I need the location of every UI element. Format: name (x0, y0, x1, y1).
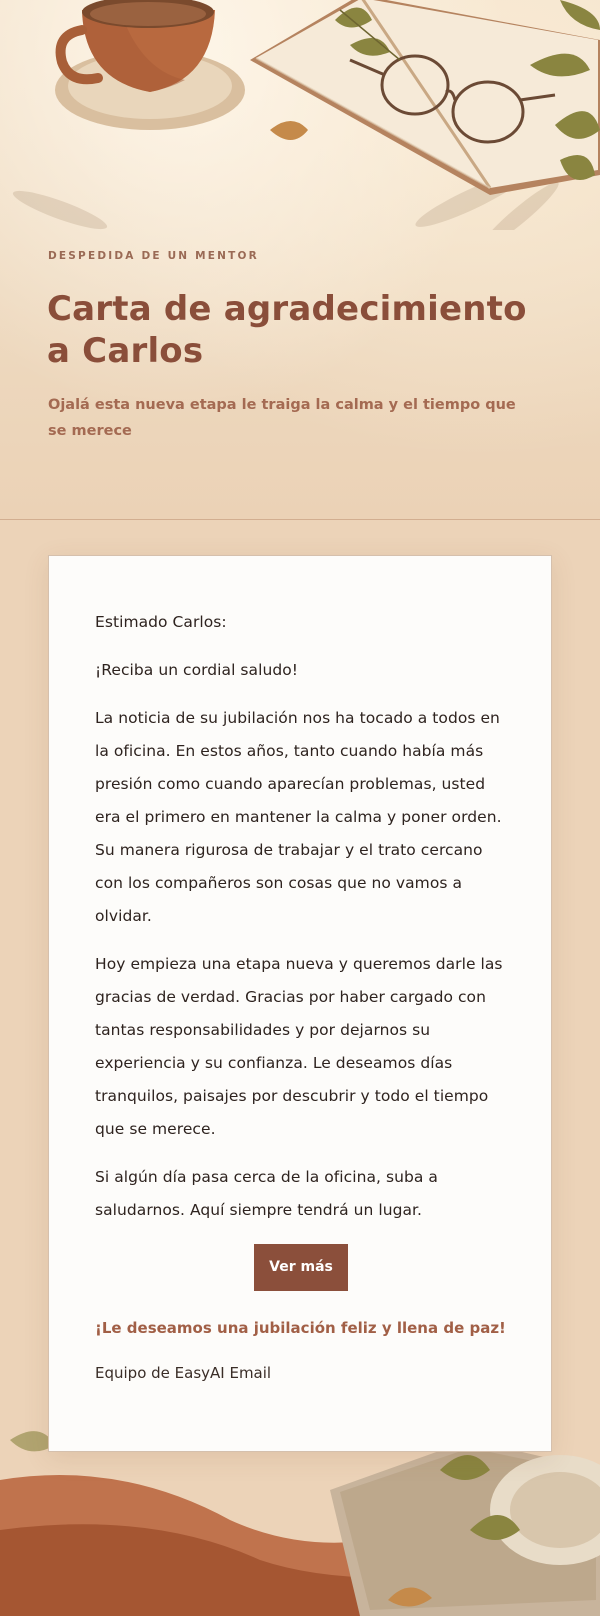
ver-mas-button[interactable]: Ver más (254, 1244, 348, 1291)
cta-container (49, 1244, 553, 1291)
hero-banner (0, 0, 600, 520)
coffee-cup-icon (55, 0, 245, 130)
letter-paragraph: Hoy empieza una etapa nueva y queremos darle las gracias de verdad. Gracias por haber cargado con tantas responsabilidades y por dejarnos su experiencia y su confianza. Le deseamos días tranquilos, paisajes por descubrir y todo el tiempo que se merece. (95, 955, 503, 1138)
page-title: Carta de agradecimiento a Carlos (47, 289, 527, 371)
letter-paragraph: ¡Reciba un cordial saludo! (95, 661, 299, 679)
hero-subtitle: Ojalá esta nueva etapa le traiga la calma y el tiempo que se merece (48, 397, 516, 439)
letter-greeting: Estimado Carlos: (95, 613, 227, 631)
letter-paragraph: Si algún día pasa cerca de la oficina, suba a saludarnos. Aquí siempre tendrá un lugar. (95, 1168, 438, 1219)
hero-eyebrow: DESPEDIDA DE UN MENTOR (48, 250, 259, 262)
dried-leaf-icon (270, 121, 308, 140)
letter-card (48, 555, 552, 1452)
hero-still-life-illustration (0, 0, 600, 230)
signature: Equipo de EasyAI Email (95, 1364, 272, 1382)
letter-body (95, 606, 509, 1242)
letter-paragraph: La noticia de su jubilación nos ha tocado a todos en la oficina. En estos años, tanto cuando había más presión como cuando aparecían problemas, usted era el primero en mantener la calma y poner orden. Su manera rigurosa de trabajar y el trato cercano con los compañeros son cosas que no vamos a olvidar. (95, 709, 502, 925)
closing-wish: ¡Le deseamos una jubilación feliz y llena de paz! (95, 1319, 506, 1337)
